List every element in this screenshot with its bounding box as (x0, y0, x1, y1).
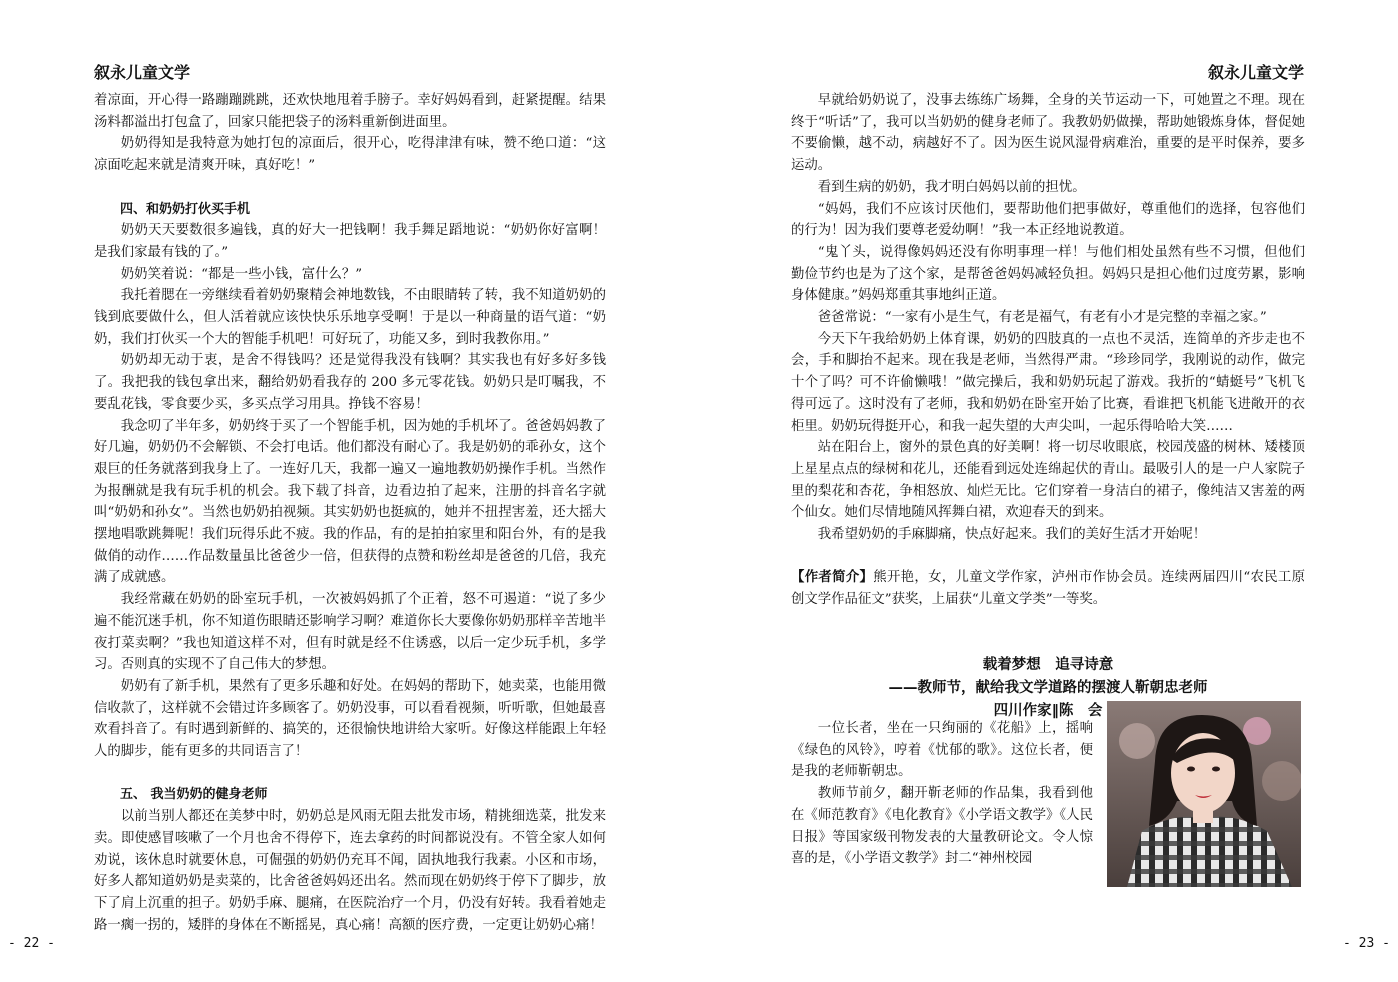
section-title: 五、 我当奶奶的健身老师 (120, 787, 268, 803)
page-number-right: - 23 - (1343, 936, 1390, 951)
paragraph: 奶奶得知是我特意为她打包的凉面后，很开心，吃得津津有味，赞不绝口道：“这凉面吃起来就是清爽开味，真好吃！” (94, 136, 606, 174)
paragraph: “鬼丫头，说得像妈妈还没有你明事理一样！与他们相处虽然有些不习惯，但他们勤俭节约也是为了这个家，是帮爸爸妈妈减轻负担。妈妈只是担心他们过度劳累，影响身体健康。”妈妈郑重其事地纠正道。 (791, 244, 1305, 304)
paragraph: 我念叨了半年多，奶奶终于买了一个智能手机，因为她的手机坏了。爸爸妈妈教了好几遍，奶奶仍不会解锁、不会打电话。他们都没有耐心了。我是奶奶的乖孙女，这个艰巨的任务就落到我身上了。一连好几天，我都一遍又一遍地教奶奶操作手机。当然作为报酬就是我有玩手机的机会。我下载了抖音，边看边拍了起来，注册的抖音名字就叫“奶奶和孙女”。当然也奶奶拍视频。其实奶奶也挺疯的，她并不扭捏害羞，还大摇大摆地唱歌跳舞呢！我们玩得乐此不疲。我的作品，有的是拍拍家里和阳台外，有的是我做俏的动作……作品数量虽比爸爸少一倍，但获得的点赞和粉丝却是爸爸的几倍，我充满了成就感。 (94, 418, 606, 586)
right-page (699, 0, 1398, 982)
right-body (791, 90, 1305, 723)
article-author: 四川作家‖陈 会 (993, 703, 1103, 720)
paragraph: 站在阳台上，窗外的景色真的好美啊！将一切尽收眼底，校园茂盛的树林、矮楼顶上星星点点的绿树和花儿，还能看到远处连绵起伏的青山。最吸引人的是一户人家院子里的梨花和杏花，争相怒放、灿烂无比。它们穿着一身洁白的裙子，像纯洁又害羞的两个仙女。她们尽情地随风挥舞白裙，欢迎春天的到来。 (791, 440, 1305, 521)
author-bio (791, 567, 1305, 610)
paragraph: 奶奶笑着说：“都是一些小钱，富什么？” (120, 266, 363, 282)
page-header-right: 叙永儿童文学 (1207, 63, 1304, 82)
paragraph: 奶奶天天要数很多遍钱，真的好大一把钱啊！我手舞足蹈地说：“奶奶你好富啊！是我们家最有钱的了。” (94, 223, 606, 260)
article-title: 载着梦想 追寻诗意 (982, 657, 1114, 674)
paragraph: 奶奶却无动于衷，是舍不得钱吗？还是觉得我没有钱啊？其实我也有好多好多钱了。我把我的钱包拿出来，翻给奶奶看我存的 200 多元零花钱。奶奶只是叮嘱我，不要乱花钱，零食要少买，多买点学习用具。挣钱不容易！ (94, 353, 606, 412)
paragraph: 今天下午我给奶奶上体育课，奶奶的四肢真的一点也不灵活，连简单的齐步走也不会，手和脚抬不起来。现在我是老师，当然得严肃。“珍珍同学，我刚说的动作，做完十个了吗？可不许偷懒哦！”做完操后，我和奶奶玩起了游戏。我折的“蜻蜓号”飞机飞得可远了。这时没有了老师，我和奶奶在卧室开始了比赛，看谁把飞机能飞进敞开的衣柜里。奶奶玩得挺开心，和我一起失望的大声尖叫，一起乐得哈哈大笑…… (791, 331, 1305, 434)
page-number-left: - 22 - (8, 936, 55, 951)
portrait-icon (1107, 701, 1301, 887)
page-header-left: 叙永儿童文学 (94, 63, 191, 82)
paragraph: 爸爸常说：“一家有小是生气，有老是福气，有老有小才是完整的幸福之家。” (817, 310, 1267, 326)
paragraph: 我希望奶奶的手麻脚痛，快点好起来。我们的美好生活才开始呢！ (817, 527, 1207, 543)
paragraph: “妈妈，我们不应该讨厌他们，要帮助他们把事做好，尊重他们的选择，包容他们的行为！因为我们要尊老爱幼啊！”我一本正经地说教道。 (791, 201, 1305, 239)
paragraph: 我托着腮在一旁继续看着奶奶聚精会神地数钱，不由眼睛转了转，我不知道奶奶的钱到底要做什么，但人活着就应该快快乐乐地享受啊！于是以一种商量的语气道：“奶奶，我们打伙买一个大的智能手机吧！可好玩了，功能又多，到时我教你用。” (94, 288, 606, 347)
article-subtitle: ——教师节，献给我文学道路的摆渡人靳朝忠老师 (888, 680, 1208, 697)
section-title: 四、和奶奶打伙买手机 (120, 201, 251, 217)
paragraph: 教师节前夕，翻开靳老师的作品集，我看到他在《师范教育》《电化教育》《小学语文教学》《人民日报》等国家级刊物发表的大量教研论文。令人惊喜的是，《小学语文教学》封二“神州校园 (791, 786, 1093, 867)
paragraph: 以前当别人都还在美梦中时，奶奶总是风雨无阻去批发市场，精挑细选菜，批发来卖。即使感冒咳嗽了一个月也舍不得停下，连去拿药的时间都说没有。不管全家人如何劝说，该休息时就要休息，可倔强的奶奶仍充耳不闻，固执地我行我素。小区和市场，好多人都知道奶奶是卖菜的，比舍爸爸妈妈还出名。然而现在奶奶终于停下了脚步，放下了肩上沉重的担子。奶奶手麻、腿痛，在医院治疗一个月，仍没有好转。我看着她走路一瘸一拐的，矮胖的身体在不断摇晃，真心痛！高额的医疗费，一定更让奶奶心痛！ (94, 809, 606, 933)
paragraph: 奶奶有了新手机，果然有了更多乐趣和好处。在妈妈的帮助下，她卖菜，也能用微信收款了，这样就不会错过许多顾客了。奶奶没事，可以看看视频，听听歌，但她最喜欢看抖音了。有时遇到新鲜的、搞笑的，还很愉快地讲给大家听。好像这样能跟上年轻人的脚步，能有更多的共同语言了！ (94, 678, 606, 760)
paragraph: 看到生病的奶奶，我才明白妈妈以前的担忧。 (817, 179, 1086, 195)
left-body (94, 90, 606, 936)
paragraph: 着凉面，开心得一路蹦蹦跳跳，还欢快地甩着手膀子。幸好妈妈看到，赶紧提醒。结果汤料都溢出打包盒了，回家只能把袋子的汤料重新倒进面里。 (94, 93, 606, 130)
author-bio-text: 熊开艳，女，儿童文学作家，泸州市作协会员。连续两届四川“农民工原创文学作品征文”获奖，上届获“儿童文学类”一等奖。 (791, 570, 1306, 608)
author-photo (1107, 701, 1301, 887)
photo-side-text (791, 718, 1093, 870)
paragraph: 我经常藏在奶奶的卧室玩手机，一次被妈妈抓了个正着，怒不可遏道：“说了多少遍不能沉迷手机，你不知道伤眼睛还影响学习啊？难道你长大要像你奶奶那样辛苦地半夜打菜卖啊？”我也知道这样不对，但有时就是经不住诱惑，以后一定少玩手机，多学习。否则真的实现不了自己伟大的梦想。 (94, 592, 606, 673)
paragraph: 早就给奶奶说了，没事去练练广场舞，全身的关节运动一下，可她置之不理。现在终于“听话”了，我可以当奶奶的健身老师了。我教奶奶做操，帮助她锻炼身体，督促她不要偷懒，越不动，病越好不了。因为医生说风湿骨病难治，重要的是平时保养，要多运动。 (791, 93, 1305, 174)
paragraph: 一位长者，坐在一只绚丽的《花船》上，摇响《绿色的风铃》，哼着《忧郁的歌》。这位长者，便是我的老师靳朝忠。 (791, 721, 1093, 780)
author-bio-label: 【作者简介】 (791, 569, 874, 586)
